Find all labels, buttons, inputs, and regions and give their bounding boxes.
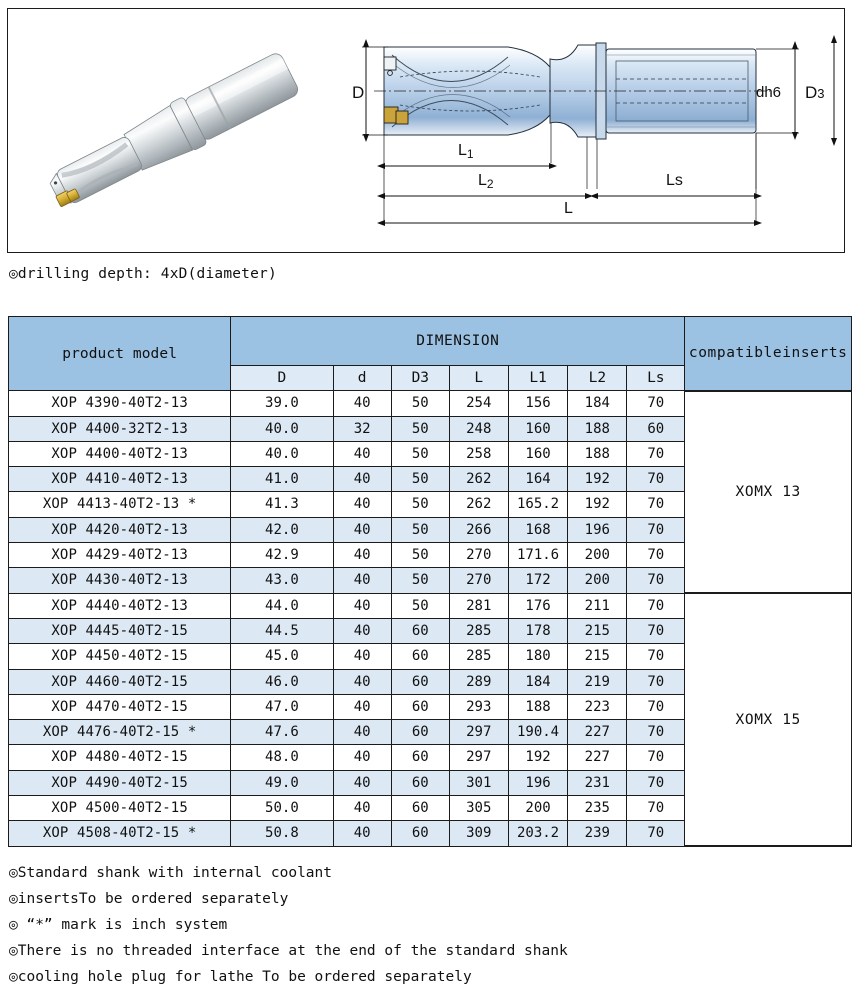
cell-D3: 60	[391, 694, 449, 719]
cell-Ls: 70	[627, 467, 685, 492]
cell-L2: 192	[568, 492, 627, 517]
cell-L: 258	[449, 441, 508, 466]
cell-D3: 60	[391, 770, 449, 795]
cell-d: 40	[333, 745, 391, 770]
cell-D3: 50	[391, 391, 449, 416]
cell-D: 41.0	[231, 467, 333, 492]
cell-D3: 50	[391, 593, 449, 618]
cell-D: 41.3	[231, 492, 333, 517]
cell-D3: 50	[391, 517, 449, 542]
header-row-main	[9, 317, 852, 366]
cell-Ls: 70	[627, 644, 685, 669]
cell-Ls: 70	[627, 441, 685, 466]
svg-text:dh6: dh6	[756, 84, 782, 101]
cell-Ls: 70	[627, 618, 685, 643]
cell-L2: 227	[568, 745, 627, 770]
cell-L2: 215	[568, 618, 627, 643]
cell-D: 48.0	[231, 745, 333, 770]
cell-d: 40	[333, 796, 391, 821]
cell-Ls: 70	[627, 720, 685, 745]
cell-L: 309	[449, 821, 508, 846]
figure-panel	[7, 8, 845, 253]
cell-L: 285	[449, 618, 508, 643]
cell-D: 42.0	[231, 517, 333, 542]
header-col-L: L	[449, 366, 508, 391]
footnote-4: ◎There is no threaded interface at the end of the standard shank	[9, 943, 568, 959]
cell-L2: 184	[568, 391, 627, 416]
cell-D: 40.0	[231, 416, 333, 441]
cell-d: 40	[333, 720, 391, 745]
cell-L2: 188	[568, 441, 627, 466]
cell-L: 297	[449, 745, 508, 770]
cell-D: 45.0	[231, 644, 333, 669]
cell-L2: 196	[568, 517, 627, 542]
cell-D3: 60	[391, 669, 449, 694]
cell-L1: 160	[508, 416, 568, 441]
footnote-3: ◎ “*” mark is inch system	[9, 917, 228, 933]
cell-D3: 60	[391, 618, 449, 643]
cell-L2: 219	[568, 669, 627, 694]
cell-D3: 50	[391, 416, 449, 441]
footnote-2: ◎insertsTo be ordered separately	[9, 891, 289, 907]
cell-L: 270	[449, 543, 508, 568]
cell-product-model: XOP 4460-40T2-15	[9, 669, 231, 694]
header-col-L2: L2	[568, 366, 627, 391]
cell-Ls: 70	[627, 821, 685, 846]
cell-d: 40	[333, 694, 391, 719]
cell-D3: 50	[391, 543, 449, 568]
technical-drawing	[340, 11, 842, 250]
cell-Ls: 70	[627, 391, 685, 416]
cell-L2: 188	[568, 416, 627, 441]
cell-L: 266	[449, 517, 508, 542]
cell-D3: 50	[391, 441, 449, 466]
cell-L: 293	[449, 694, 508, 719]
cell-D: 50.0	[231, 796, 333, 821]
cell-L: 281	[449, 593, 508, 618]
drill-photo	[10, 11, 340, 250]
header-col-d: d	[333, 366, 391, 391]
cell-D3: 60	[391, 821, 449, 846]
cell-d: 40	[333, 618, 391, 643]
cell-Ls: 70	[627, 669, 685, 694]
cell-product-model: XOP 4430-40T2-13	[9, 568, 231, 593]
cell-d: 40	[333, 492, 391, 517]
svg-text:Ls: Ls	[666, 172, 683, 189]
cell-L: 270	[449, 568, 508, 593]
cell-L: 254	[449, 391, 508, 416]
svg-text:L2: L2	[478, 172, 494, 191]
cell-L1: 165.2	[508, 492, 568, 517]
svg-text:L: L	[564, 200, 573, 217]
cell-L2: 215	[568, 644, 627, 669]
cell-Ls: 70	[627, 770, 685, 795]
cell-d: 32	[333, 416, 391, 441]
cell-L: 289	[449, 669, 508, 694]
header-product-model: product model	[9, 317, 231, 391]
cell-product-model: XOP 4508-40T2-15 *	[9, 821, 231, 846]
cell-L: 262	[449, 492, 508, 517]
cell-d: 40	[333, 770, 391, 795]
cell-L: 297	[449, 720, 508, 745]
cell-product-model: XOP 4445-40T2-15	[9, 618, 231, 643]
cell-Ls: 70	[627, 745, 685, 770]
cell-L1: 200	[508, 796, 568, 821]
cell-product-model: XOP 4400-32T2-13	[9, 416, 231, 441]
cell-L1: 168	[508, 517, 568, 542]
cell-L1: 188	[508, 694, 568, 719]
table-body	[9, 391, 852, 846]
header-col-D: D	[231, 366, 333, 391]
footnotes	[9, 860, 809, 990]
cell-D: 46.0	[231, 669, 333, 694]
cell-L1: 203.2	[508, 821, 568, 846]
cell-D3: 50	[391, 492, 449, 517]
cell-L2: 239	[568, 821, 627, 846]
cell-L1: 184	[508, 669, 568, 694]
cell-D: 40.0	[231, 441, 333, 466]
cell-L: 301	[449, 770, 508, 795]
cell-L1: 171.6	[508, 543, 568, 568]
footnote-1: ◎Standard shank with internal coolant	[9, 865, 333, 881]
cell-D3: 60	[391, 720, 449, 745]
cell-L2: 231	[568, 770, 627, 795]
cell-L1: 192	[508, 745, 568, 770]
cell-product-model: XOP 4390-40T2-13	[9, 391, 231, 416]
cell-product-model: XOP 4470-40T2-15	[9, 694, 231, 719]
cell-L1: 164	[508, 467, 568, 492]
cell-D: 39.0	[231, 391, 333, 416]
cell-L1: 156	[508, 391, 568, 416]
cell-L1: 178	[508, 618, 568, 643]
cell-L1: 176	[508, 593, 568, 618]
cell-D3: 50	[391, 467, 449, 492]
cell-L: 305	[449, 796, 508, 821]
svg-text:D: D	[352, 83, 365, 102]
cell-D: 47.0	[231, 694, 333, 719]
header-col-L1: L1	[508, 366, 568, 391]
table-row	[9, 391, 852, 416]
cell-Ls: 70	[627, 796, 685, 821]
cell-d: 40	[333, 644, 391, 669]
cell-d: 40	[333, 441, 391, 466]
cell-Ls: 70	[627, 568, 685, 593]
cell-D3: 60	[391, 745, 449, 770]
cell-L: 285	[449, 644, 508, 669]
cell-product-model: XOP 4476-40T2-15 *	[9, 720, 231, 745]
cell-D: 47.6	[231, 720, 333, 745]
cell-Ls: 70	[627, 492, 685, 517]
cell-L1: 196	[508, 770, 568, 795]
cell-L2: 200	[568, 568, 627, 593]
cell-compatible-insert-group: XOMX 15	[685, 593, 852, 846]
cell-product-model: XOP 4413-40T2-13 *	[9, 492, 231, 517]
cell-L2: 211	[568, 593, 627, 618]
header-col-D3: D3	[391, 366, 449, 391]
cell-D: 44.5	[231, 618, 333, 643]
cell-D: 42.9	[231, 543, 333, 568]
cell-L2: 235	[568, 796, 627, 821]
header-compatible-inserts: compatibleinserts	[685, 317, 852, 391]
cell-Ls: 70	[627, 593, 685, 618]
cell-L2: 192	[568, 467, 627, 492]
cell-L: 248	[449, 416, 508, 441]
header-col-Ls: Ls	[627, 366, 685, 391]
cell-L1: 190.4	[508, 720, 568, 745]
cell-d: 40	[333, 593, 391, 618]
cell-Ls: 70	[627, 694, 685, 719]
cell-Ls: 70	[627, 543, 685, 568]
cell-d: 40	[333, 467, 391, 492]
cell-D: 43.0	[231, 568, 333, 593]
cell-product-model: XOP 4410-40T2-13	[9, 467, 231, 492]
header-dimension: DIMENSION	[231, 317, 685, 366]
cell-d: 40	[333, 669, 391, 694]
cell-product-model: XOP 4420-40T2-13	[9, 517, 231, 542]
footnote-5: ◎cooling hole plug for lathe To be ordered separately	[9, 969, 472, 985]
cell-d: 40	[333, 391, 391, 416]
cell-d: 40	[333, 568, 391, 593]
cell-d: 40	[333, 543, 391, 568]
cell-product-model: XOP 4480-40T2-15	[9, 745, 231, 770]
cell-Ls: 70	[627, 517, 685, 542]
cell-product-model: XOP 4500-40T2-15	[9, 796, 231, 821]
cell-L2: 227	[568, 720, 627, 745]
specification-table	[8, 316, 852, 847]
cell-d: 40	[333, 517, 391, 542]
cell-D3: 60	[391, 644, 449, 669]
cell-L2: 200	[568, 543, 627, 568]
cell-product-model: XOP 4400-40T2-13	[9, 441, 231, 466]
table-header	[9, 317, 852, 391]
cell-L1: 180	[508, 644, 568, 669]
cell-D: 44.0	[231, 593, 333, 618]
cell-D: 50.8	[231, 821, 333, 846]
cell-L1: 172	[508, 568, 568, 593]
table-row	[9, 593, 852, 618]
cell-product-model: XOP 4440-40T2-13	[9, 593, 231, 618]
svg-text:L1: L1	[458, 142, 474, 161]
cell-D3: 50	[391, 568, 449, 593]
cell-product-model: XOP 4490-40T2-15	[9, 770, 231, 795]
cell-compatible-insert-group: XOMX 13	[685, 391, 852, 593]
cell-L1: 160	[508, 441, 568, 466]
cell-d: 40	[333, 821, 391, 846]
drilling-depth-caption: ◎drilling depth: 4xD(diameter)	[9, 266, 277, 282]
cell-D: 49.0	[231, 770, 333, 795]
cell-D3: 60	[391, 796, 449, 821]
cell-product-model: XOP 4450-40T2-15	[9, 644, 231, 669]
cell-L: 262	[449, 467, 508, 492]
svg-text:D3: D3	[805, 83, 825, 102]
cell-product-model: XOP 4429-40T2-13	[9, 543, 231, 568]
cell-Ls: 60	[627, 416, 685, 441]
cell-L2: 223	[568, 694, 627, 719]
